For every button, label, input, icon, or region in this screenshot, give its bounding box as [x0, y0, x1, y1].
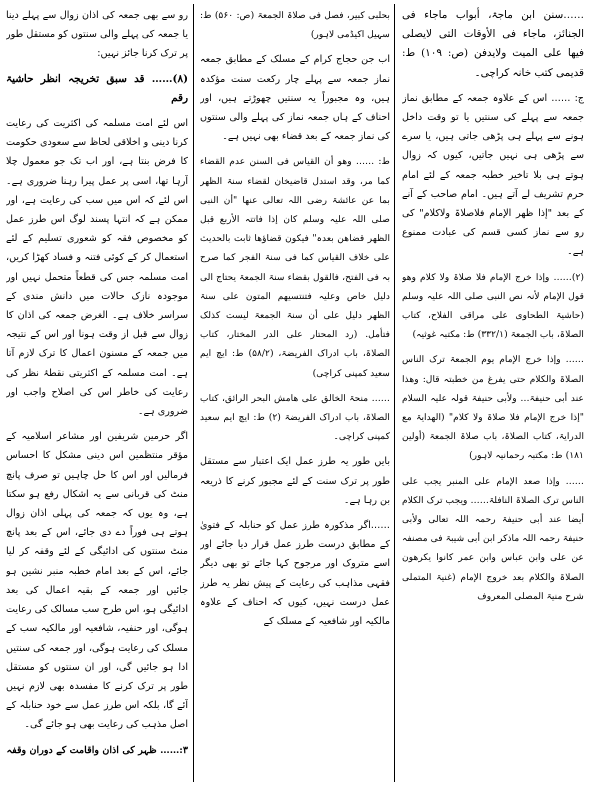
arabic-citation-radd-al-muhtar: ط: …… وھو أن القیاس فی السنن عدم القضاء کما مر، وقد استدل قاضیخان لقضاء سنۃ الظھر بما عن عائشۃ رضی اللہ تعالی عنھا "أن النبی صلی اللہ علیہ وسلم کان إذا فاتتہ الأربع قبل الظھر قضاھن بعدہ" فیکون قضاؤھا ثابت بالحدیث علی خلاف القیاس کما فی سنۃ الفجر کما صرح بہ فی الفتح، فالقول بقضاء سنۃ الجمعۃ یحتاج الی دلیل خاص وعلیہ فتنتسیھم المتون علی سنۃ الظھر دلیل علی أن سنۃ الجمعۃ لیست کذلک فتأمل. (رد المحتار علی الدر المختار، کتاب الصلاۃ، باب ادراک الفریضۃ، (۵۸/۲) ط: ایچ ایم سعید کمپنی کراچی) — [200, 156, 390, 379]
paragraph-hujjaj: اب جن حجاج کرام کے مسلک کے مطابق جمعہ نماز جمعہ سے پہلے چار رکعت سنت مؤکدہ ہیں، وہ مجبوراً یہ سنتیں چھوڑتے ہیں، اور احناف کے ہاں جمعہ نماز کی پہلے والی سنتوں کی نماز جمعہ کے بعد قضاء بھی نہیں ہے۔ — [200, 54, 390, 143]
citation-halabi-kabir: بحلبی کبیر، فصل فی صلاۃ الجمعۃ (ص: ۵۶۰) ط: سہیل اکیڈمی لاہور) — [200, 10, 390, 41]
column-divider — [193, 4, 194, 782]
right-column — [402, 6, 584, 780]
column-divider — [394, 4, 395, 782]
arabic-footnote-reference: (۸)…… قد سبق تخریجہ انظر حاشیۃ رقم — [6, 72, 188, 104]
arabic-citation-minhat-al-khaliq: …… منحۃ الخالق علی ھامش البحر الرائق، کتاب الصلاۃ، باب ادراک الفریضۃ (۲) ط: ایچ ایم سعید کمپنی کراچی۔ — [200, 392, 390, 443]
paragraph-haramain-solution: اگر حرمین شریفین اور مشاعر اسلامیہ کے مؤقر منتظمین اس دینی مشکل کا احساس فرمالیں اور اس کا حل چاہیں تو صرف پانچ منٹ کی قربانی سے یہ اشکال رفع ہو سکتا ہے، وہ یوں کہ جمعہ کی پہلی اذان زوال ہوتے ہی فوراً دے دی جائے، اس کے بعد پانچ منٹ سنتوں کی ادائیگی کے لئے وقفہ کر لیا جائے، اس کے بعد امام خطبہ منبر نشین ہو جائیں اور جمعہ کے بقیہ اعمال کی بعد ادائیگی ہو، اس طرح سب مسالک کی رعایت ہوگی، اور حنفیہ، شافعیہ اور مالکیہ سب کے مسلک کی رعایت ہوگی، اور جمعہ کی سنتیں ادا ہو جائیں گی، اور ان سنتوں کو مستقل طور پر ترک کرنے کا مفسدہ بھی لازم نہیں آئے گا، بلکہ اس طرز عمل سے خود حنابلہ کے اصل مذہب کی رعایت بھی ہو جائے گی۔ — [6, 431, 188, 731]
paragraph-hanabila: ……اگر مذکورہ طرز عمل کو حنابلہ کے فتویٰ کے مطابق درست طرز عمل قرار دیا جائے اور اسے متروک اور مرجوح کہا جائے تو بھی دیگر فقہی مذاہب کی رعایت کے پیش نظر یہ طرز عمل درست نہیں، کیوں کہ احناف کے علاوہ مالکیہ اور شافعیہ کے مسلک کے — [200, 520, 390, 628]
paragraph-ummat-riayat: اس لئے امت مسلمہ کی اکثریت کی رعایت کرنا دینی و اخلاقی لحاظ سے سعودی حکومت کا فرض بنتا ہے، اور اب تک جو معمول چلا آرہا تھا، اسی پر عمل پیرا رہنا ضروری ہے۔ اس لئے کہ اس میں سب کی رعایت ہے، اور ممکن ہے کہ انتہا پسند لوگ اس طرز عمل کو مخصوص فقہ کو شعوری تسلیم کے لئے استعمال کر کے کوئی فتنہ و فساد کھڑا کریں، امت مسلمہ جس کی قطعاً متحمل نہیں اور موجودہ نازک حالات میں دانش مندی کے سراسر خلاف ہے۔ الغرض جمعہ کی اذان کا زوال سے قبل از وقت ہونا اور اس کے نتیجہ میں جمعہ کے مسنون اعمال کا ترک لازم آتا ہے۔ امت مسلمہ کے اکثریتی نقطۂ نظر کی رعایت کی خاطر اس کی اصلاح واجب اور ضروری ہے۔ — [6, 118, 188, 418]
arabic-citation-hidaya: …… وإذا خرج الإمام یوم الجمعۃ ترک الناس الصلاۃ والکلام حتی یفرغ من خطبتہ قال: وھذا عند أبی حنیفۃ… ولأبی حنیفۃ قولہ علیہ السلام "إذا خرج الإمام فلا صلاۃ ولا کلام" (الھدایۃ مع الدرایۃ، کتاب الصلاۃ، باب صلاۃ الجمعۃ (أولین ۱۸۱) ط: مکتبہ رحمانیہ لاہور) — [402, 354, 584, 462]
middle-column — [200, 6, 390, 780]
arabic-citation-tahtawi: (۲)…… وإذا خرج الإمام فلا صلاۃ ولا کلام وھو قول الإمام لأنہ نص النبی صلی اللہ علیہ وسلم (حاشیۃ الطحاوی علی مراقی الفلاح، کتاب الصلاۃ، باب الجمعۃ (۳۳۲/۱) ط: مکتبہ غوثیہ) — [402, 271, 584, 341]
left-column — [6, 6, 188, 780]
answer-paragraph: ج: …… اس کے علاوہ جمعہ کے مطابق نماز جمعہ سے پہلے کی سنتیں یا تو وقت داخل ہونے سے پہلے ہی پڑھی جاتی ہیں، یا سرے سے پڑھی ہی نہیں جاتیں، کیوں کہ زوال ہوتے ہی بلا تاخیر خطبہ جمعہ کے لئے امام حرم تشریف لے آتے ہیں۔ امام صاحب کے آنے کے بعد "إذا ظھر الإمام فلاصلاۃ ولاکلام" کی رو سے نماز کسی قسم کی عبادت ممنوع ہے۔ — [402, 92, 584, 258]
hadith-citation-ibn-majah: ……سنن ابن ماجۃ، أبواب ماجاء فی الجنائز، ماجاء فی الأوقات التی لایصلی فیها علی المیت ولایدفن (ص: ۱۰۹) ط: قدیمی کتب خانہ کراچی۔ — [402, 9, 584, 79]
section-heading-zuhr-adhan: ۳:…… ظہر کی اذان واقامت کے دوران وقفہ — [6, 744, 188, 756]
paragraph-tark-sunnat: بایں طور یہ طرز عمل ایک اعتبار سے مستقل طور پر ترک سنت کے لئے مجبور کرنے کا ذریعہ بن رہا ہے۔ — [200, 456, 390, 506]
paragraph-adhan-zawal: رو سے بھی جمعہ کی اذان زوال سے پہلے دینا یا جمعہ کی پہلے والی سنتوں کو مستقل طور پر ترک کرنا جائز نہیں: — [6, 10, 188, 60]
arabic-citation-ghunya: …… وإذا صعد الإمام علی المنبر یجب علی الناس ترک الصلاۃ النافلۃ…… ویجب ترک الکلام أیضا عند أبی حنیفۃ رحمہ اللہ تعالی ولأبی حنیفۃ رحمہ اللہ ماذکر ابن أبی شیبۃ فی مصنفہ عن علی وابن عباس وابن عمر کانوا یکرھون الصلاۃ والکلام بعد خروج الإمام (غنیۃ المتملی شرح منیۃ المصلی المعروف — [402, 475, 584, 602]
